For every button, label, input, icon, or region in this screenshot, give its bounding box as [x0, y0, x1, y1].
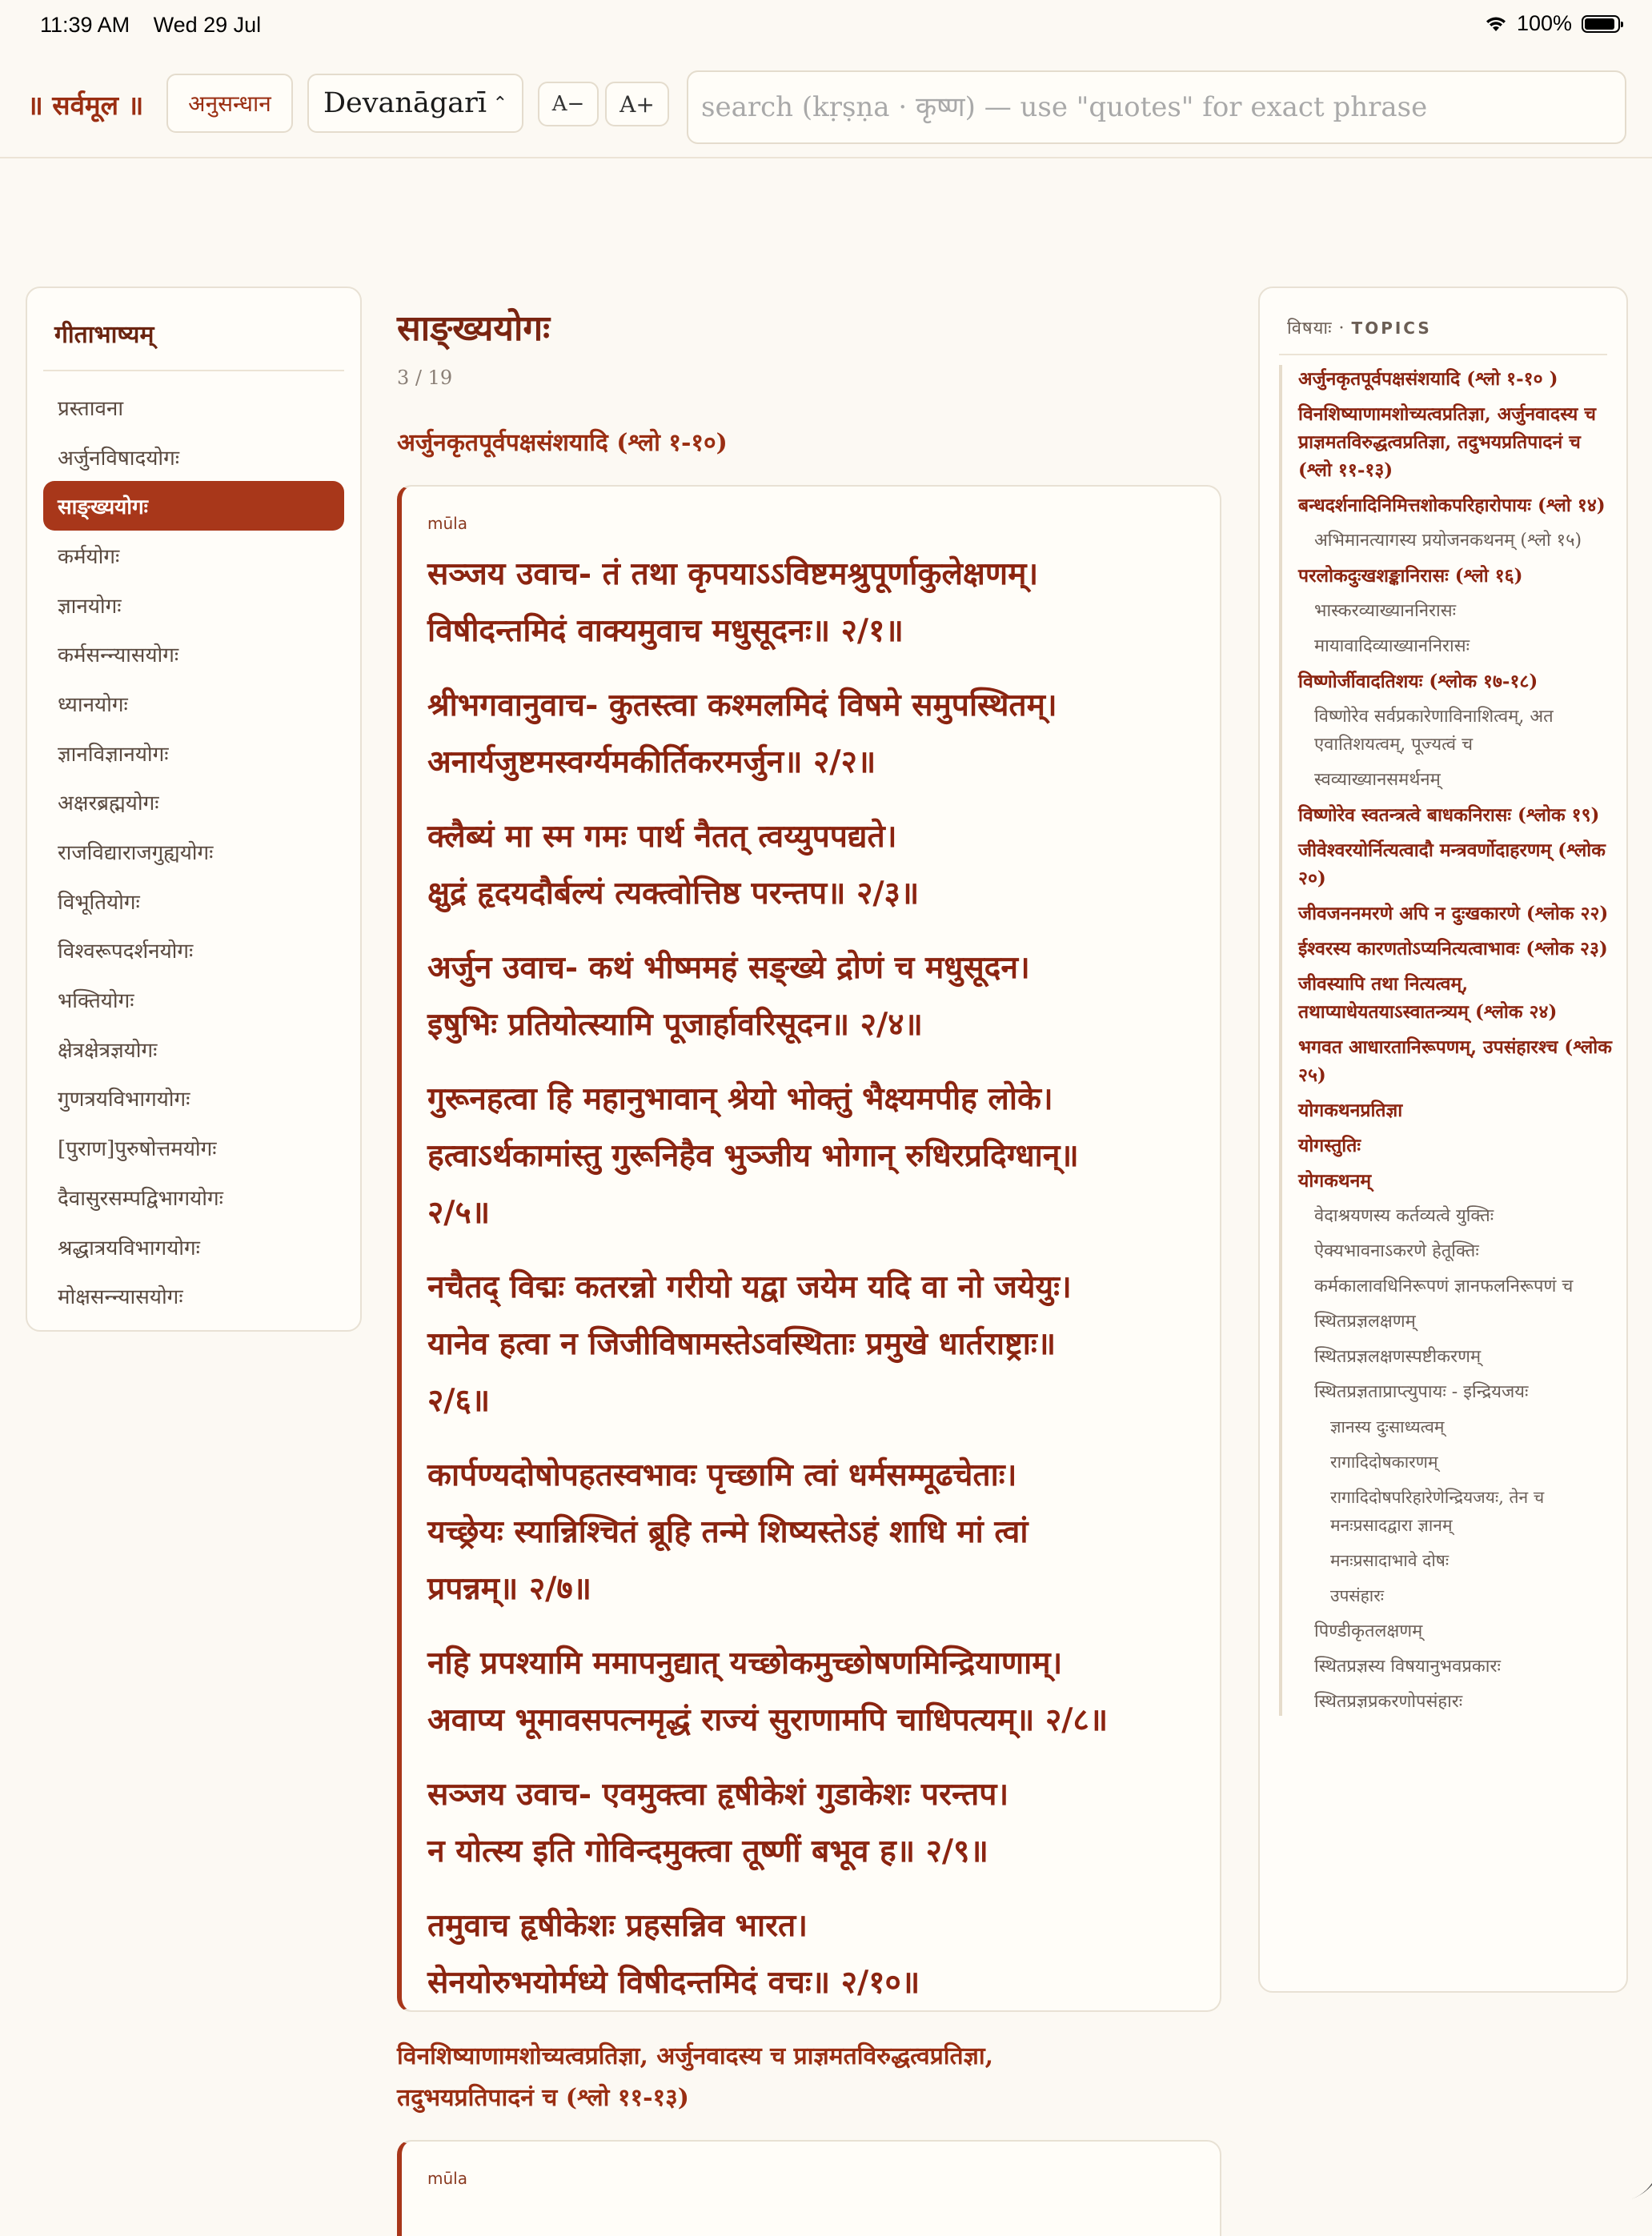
- verse: [427, 1635, 1196, 1749]
- verse: [427, 677, 1196, 791]
- topic-item[interactable]: मायावादिव्याख्याननिरासः: [1314, 636, 1470, 656]
- chapter-list: [43, 383, 344, 1320]
- sidebar-item[interactable]: प्रस्तावना: [58, 396, 124, 421]
- verse-line: कार्पण्यदोषोपहतस्वभावः पृच्छामि त्वां धर्मसम्मूढचेताः।: [427, 1457, 1017, 1493]
- chevron-updown-icon: ⌃: [492, 93, 507, 114]
- verse-line: क्षुद्रं हृदयदौर्बल्यं त्यक्त्वोत्तिष्ठ परन्तप॥ २/३॥: [427, 875, 920, 912]
- verse: [427, 1897, 1196, 2011]
- verse-line: सेनयोरुभयोर्मध्ये विषीदन्तमिदं वचः॥ २/१०॥: [427, 1964, 920, 2001]
- wifi-icon: [1485, 15, 1507, 33]
- verse-line: प्रपन्नम्॥ २/७॥: [427, 1570, 591, 1607]
- topic-item[interactable]: योगकथनप्रतिज्ञा: [1298, 1100, 1403, 1121]
- section-heading-2-line1: विनशिष्याणामशोच्यत्वप्रतिज्ञा, अर्जुनवादस्य च प्राज्ञमतविरुद्धत्वप्रतिज्ञा,: [397, 2042, 994, 2070]
- battery-percent: 100%: [1516, 11, 1572, 35]
- verse-line: क्लैब्यं मा स्म गमः पार्थ नैतत् त्वय्युपपद्यते।: [427, 818, 897, 855]
- sidebar-item[interactable]: मोक्षसन्न्यासयोगः: [58, 1285, 183, 1310]
- verse: [427, 1766, 1196, 1880]
- verse-line: विषीदन्तमिदं वाक्यमुवाच मधुसूदनः॥ २/१॥: [427, 612, 904, 649]
- verse-line: तमुवाच हृषीकेशः प्रहसन्निव भारत।: [427, 1907, 808, 1944]
- sidebar-item[interactable]: भक्तियोगः: [58, 989, 134, 1014]
- verse: [427, 808, 1196, 922]
- topic-item[interactable]: वेदाश्रयणस्य कर्तव्यत्वे युक्तिः: [1314, 1206, 1494, 1226]
- mula-card-2: [397, 2140, 1221, 2236]
- card-label-2: mūla: [427, 2169, 467, 2188]
- sidebar-item[interactable]: साङ्ख्ययोगः: [43, 481, 344, 531]
- topics-title-sa: विषयाः ·: [1287, 319, 1345, 339]
- sidebar-item[interactable]: ज्ञानयोगः: [58, 594, 122, 619]
- topic-item[interactable]: विष्णोर्जीवादतिशयः (श्लोक १७-१८): [1298, 671, 1538, 692]
- verse: [427, 1071, 1196, 1241]
- topic-item[interactable]: स्वव्याख्यानसमर्थनम्: [1314, 770, 1441, 790]
- script-select-value: Devanāgarī: [323, 87, 487, 119]
- brand-logo[interactable]: ॥ सर्वमूल ॥: [27, 90, 144, 121]
- sidebar-item[interactable]: विश्वरूपदर्शनयोगः: [58, 940, 194, 964]
- verse-line: सञ्जय उवाच- एवमुक्त्वा हृषीकेशं गुडाकेशः परन्तप।: [427, 1776, 1009, 1813]
- search-input[interactable]: [687, 70, 1626, 144]
- topic-item[interactable]: जीवस्यापि तथा नित्यत्वम्, तथाप्याधेयतयाऽस्वातन्त्र्यम् (श्लोक २४): [1298, 973, 1558, 1023]
- sidebar-item[interactable]: ज्ञानविज्ञानयोगः: [58, 742, 169, 767]
- script-select[interactable]: [307, 74, 523, 133]
- topic-item[interactable]: भगवत आधारतानिरूपणम्, उपसंहारश्च (श्लोक २५): [1298, 1036, 1612, 1086]
- topic-item[interactable]: ऐक्यभावनाऽकरणे हेतूक्तिः: [1314, 1241, 1479, 1261]
- font-decrease-button[interactable]: A−: [538, 82, 599, 126]
- topic-item[interactable]: योगकथनम्: [1298, 1170, 1372, 1192]
- verse-line: यानेव हत्वा न जिजीविषामस्तेऽवस्थिताः प्रमुखे धार्तराष्ट्राः॥: [427, 1325, 1057, 1362]
- top-bar: [0, 50, 1652, 158]
- verse: [427, 940, 1196, 1053]
- card-label: mūla: [427, 514, 467, 533]
- topics-title-en: TOPICS: [1351, 319, 1432, 338]
- topic-item[interactable]: जीवेश्वरयोर्नित्यत्वादौ मन्त्रवर्णोदाहरणम् (श्लोक २०): [1298, 840, 1606, 889]
- topic-item[interactable]: रागादिदोषपरिहारेणेन्द्रियजयः, तेन च मनःप्रसादद्वारा ज्ञानम्: [1330, 1488, 1545, 1535]
- topics-panel: [1258, 287, 1628, 1993]
- verse-line: अर्जुन उवाच- कथं भीष्ममहं सङ्ख्ये द्रोणं च मधुसूदन।: [427, 949, 1030, 986]
- sidebar-divider: [43, 370, 344, 371]
- mula-card: [397, 485, 1221, 2012]
- sidebar-title: गीताभाष्यम्: [54, 321, 154, 349]
- verse-line: २/६॥: [427, 1382, 491, 1419]
- topic-item[interactable]: विष्णोरेव सर्वप्रकारेणाविनाशित्वम्, अत एवातिशयत्वम्, पूज्यत्वं च: [1314, 707, 1554, 755]
- topic-item[interactable]: स्थितप्रज्ञस्य विषयानुभवप्रकारः: [1314, 1657, 1501, 1677]
- section-heading-2-line2: तदुभयप्रतिपादनं च (श्लो ११-१३): [397, 2084, 689, 2112]
- status-time: 11:39 AM: [40, 13, 130, 37]
- topic-item[interactable]: उपसंहारः: [1330, 1586, 1385, 1605]
- status-right: [1485, 11, 1620, 36]
- verse-line: नचैतद् विद्मः कतरन्नो गरीयो यद्वा जयेम यदि वा नो जयेयुः।: [427, 1268, 1072, 1305]
- sidebar-item[interactable]: ध्यानयोगः: [58, 692, 128, 717]
- verse-line: श्रीभगवानुवाच- कुतस्त्वा कश्मलमिदं विषमे समुपस्थितम्।: [427, 687, 1057, 723]
- verse-line: २/५॥: [427, 1194, 491, 1231]
- verse: [427, 1447, 1196, 1617]
- topic-item[interactable]: अर्जुनकृतपूर्वपक्षसंशयादि (श्लो १-१० ): [1298, 368, 1558, 390]
- research-button[interactable]: अनुसन्धान: [166, 74, 293, 133]
- topic-item[interactable]: अभिमानत्यागस्य प्रयोजनकथनम् (श्लो १५): [1314, 531, 1582, 551]
- topic-item[interactable]: बन्धदर्शनादिनिमित्तशोकपरिहारोपायः (श्लो १४): [1298, 495, 1606, 516]
- chapter-title: साङ्ख्ययोगः: [397, 308, 551, 349]
- topics-divider: [1279, 354, 1607, 355]
- topic-item[interactable]: स्थितप्रज्ञलक्षणस्पष्टीकरणम्: [1314, 1347, 1482, 1367]
- topic-item[interactable]: स्थितप्रज्ञप्रकरणोपसंहारः: [1314, 1692, 1463, 1712]
- topic-item[interactable]: भास्करव्याख्याननिरासः: [1314, 601, 1457, 621]
- topic-item[interactable]: ज्ञानस्य दुःसाध्यत्वम्: [1330, 1417, 1445, 1437]
- topic-item[interactable]: ईश्वरस्य कारणतोऽप्यनित्यत्वाभावः (श्लोक २३): [1298, 938, 1608, 960]
- verse-line: अवाप्य भूमावसपत्नमृद्धं राज्यं सुराणामपि चाधिपत्यम्॥ २/८॥: [427, 1701, 1109, 1738]
- verse-line: इषुभिः प्रतियोत्स्यामि पूजार्हावरिसूदन॥ २/४॥: [427, 1006, 923, 1043]
- sidebar-item[interactable]: विभूतियोगः: [58, 890, 140, 915]
- topics-list: [1279, 365, 1614, 1716]
- topic-item[interactable]: मनःप्रसादाभावे दोषः: [1330, 1551, 1450, 1570]
- verse-line: हत्वाऽर्थकामांस्तु गुरूनिहैव भुञ्जीय भोगान् रुधिरप्रदिग्धान्॥: [427, 1137, 1079, 1174]
- sidebar-item[interactable]: राजविद्याराजगुह्ययोगः: [58, 841, 214, 866]
- pencil-gesture-icon: [1612, 2138, 1652, 2201]
- verse-line: गुरूनहत्वा हि महानुभावान् श्रेयो भोक्तुं भैक्ष्यमपीह लोके।: [427, 1080, 1053, 1117]
- topic-item[interactable]: पिण्डीकृतलक्षणम्: [1314, 1621, 1423, 1641]
- verse-line: नहि प्रपश्यामि ममापनुद्यात् यच्छोकमुच्छोषणमिन्द्रियाणाम्।: [427, 1645, 1063, 1681]
- chapter-count: 3 / 19: [397, 367, 453, 389]
- status-left: [40, 13, 261, 38]
- sidebar-item[interactable]: अर्जुनविषादयोगः: [58, 446, 180, 471]
- sidebar-item[interactable]: [पुराण]पुरुषोत्तमयोगः: [58, 1137, 217, 1162]
- verse: [427, 1259, 1196, 1429]
- section-heading-2[interactable]: [397, 2036, 1221, 2119]
- topic-item[interactable]: योगस्तुतिः: [1298, 1135, 1361, 1156]
- verse-list: [427, 546, 1196, 2029]
- sidebar-item[interactable]: श्रद्धात्रयविभागयोगः: [58, 1236, 200, 1260]
- verse-line: अनार्यजुष्टमस्वर्ग्यमकीर्तिकरमर्जुन॥ २/२॥: [427, 743, 876, 780]
- sidebar-item[interactable]: अक्षरब्रह्मयोगः: [58, 791, 159, 816]
- status-bar: [0, 0, 1652, 50]
- topic-item[interactable]: जीवजननमरणे अपि न दुःखकारणे (श्लोक २२): [1298, 903, 1609, 924]
- verse: [427, 546, 1196, 659]
- topic-item[interactable]: विनशिष्याणामशोच्यत्वप्रतिज्ञा, अर्जुनवादस्य च प्राज्ञमतविरुद्धत्वप्रतिज्ञा, तदुभयप्रतिपादनं च (श्लो ११-१३): [1298, 403, 1596, 481]
- sidebar-item[interactable]: कर्मयोगः: [58, 544, 120, 569]
- chapter-sidebar: [26, 287, 362, 1332]
- battery-icon: [1582, 15, 1620, 33]
- status-date: Wed 29 Jul: [153, 13, 262, 37]
- topic-item[interactable]: विष्णोरेव स्वतन्त्रत्वे बाधकनिरासः (श्लोक १९): [1298, 804, 1600, 826]
- topic-item[interactable]: स्थितप्रज्ञताप्राप्त्युपायः - इन्द्रियजयः: [1314, 1382, 1529, 1402]
- section-heading[interactable]: अर्जुनकृतपूर्वपक्षसंशयादि (श्लो १-१०): [397, 429, 728, 457]
- verse-line: न योत्स्य इति गोविन्दमुक्त्वा तूष्णीं बभूव ह॥ २/९॥: [427, 1833, 988, 1869]
- topic-item[interactable]: स्थितप्रज्ञलक्षणम्: [1314, 1312, 1416, 1332]
- topic-item[interactable]: रागादिदोषकारणम्: [1330, 1453, 1438, 1472]
- sidebar-item[interactable]: क्षेत्रक्षेत्रज्ञयोगः: [58, 1038, 158, 1063]
- topic-item[interactable]: परलोकदुःखशङ्कानिरासः (श्लो १६): [1298, 565, 1523, 587]
- sidebar-item[interactable]: कर्मसन्न्यासयोगः: [58, 643, 179, 668]
- verse-line: यच्छ्रेयः स्यान्निश्चितं ब्रूहि तन्मे शिष्यस्तेऽहं शाधि मां त्वां: [427, 1513, 1028, 1550]
- sidebar-item[interactable]: दैवासुरसम्पद्विभागयोगः: [58, 1186, 223, 1211]
- topics-title: [1287, 315, 1432, 339]
- sidebar-item[interactable]: गुणत्रयविभागयोगः: [58, 1088, 190, 1112]
- verse-line: सञ्जय उवाच- तं तथा कृपयाऽऽविष्टमश्रुपूर्णाकुलेक्षणम्।: [427, 555, 1039, 592]
- font-increase-button[interactable]: A+: [605, 82, 669, 126]
- topic-item[interactable]: कर्मकालावधिनिरूपणं ज्ञानफलनिरूपणं च: [1314, 1276, 1574, 1296]
